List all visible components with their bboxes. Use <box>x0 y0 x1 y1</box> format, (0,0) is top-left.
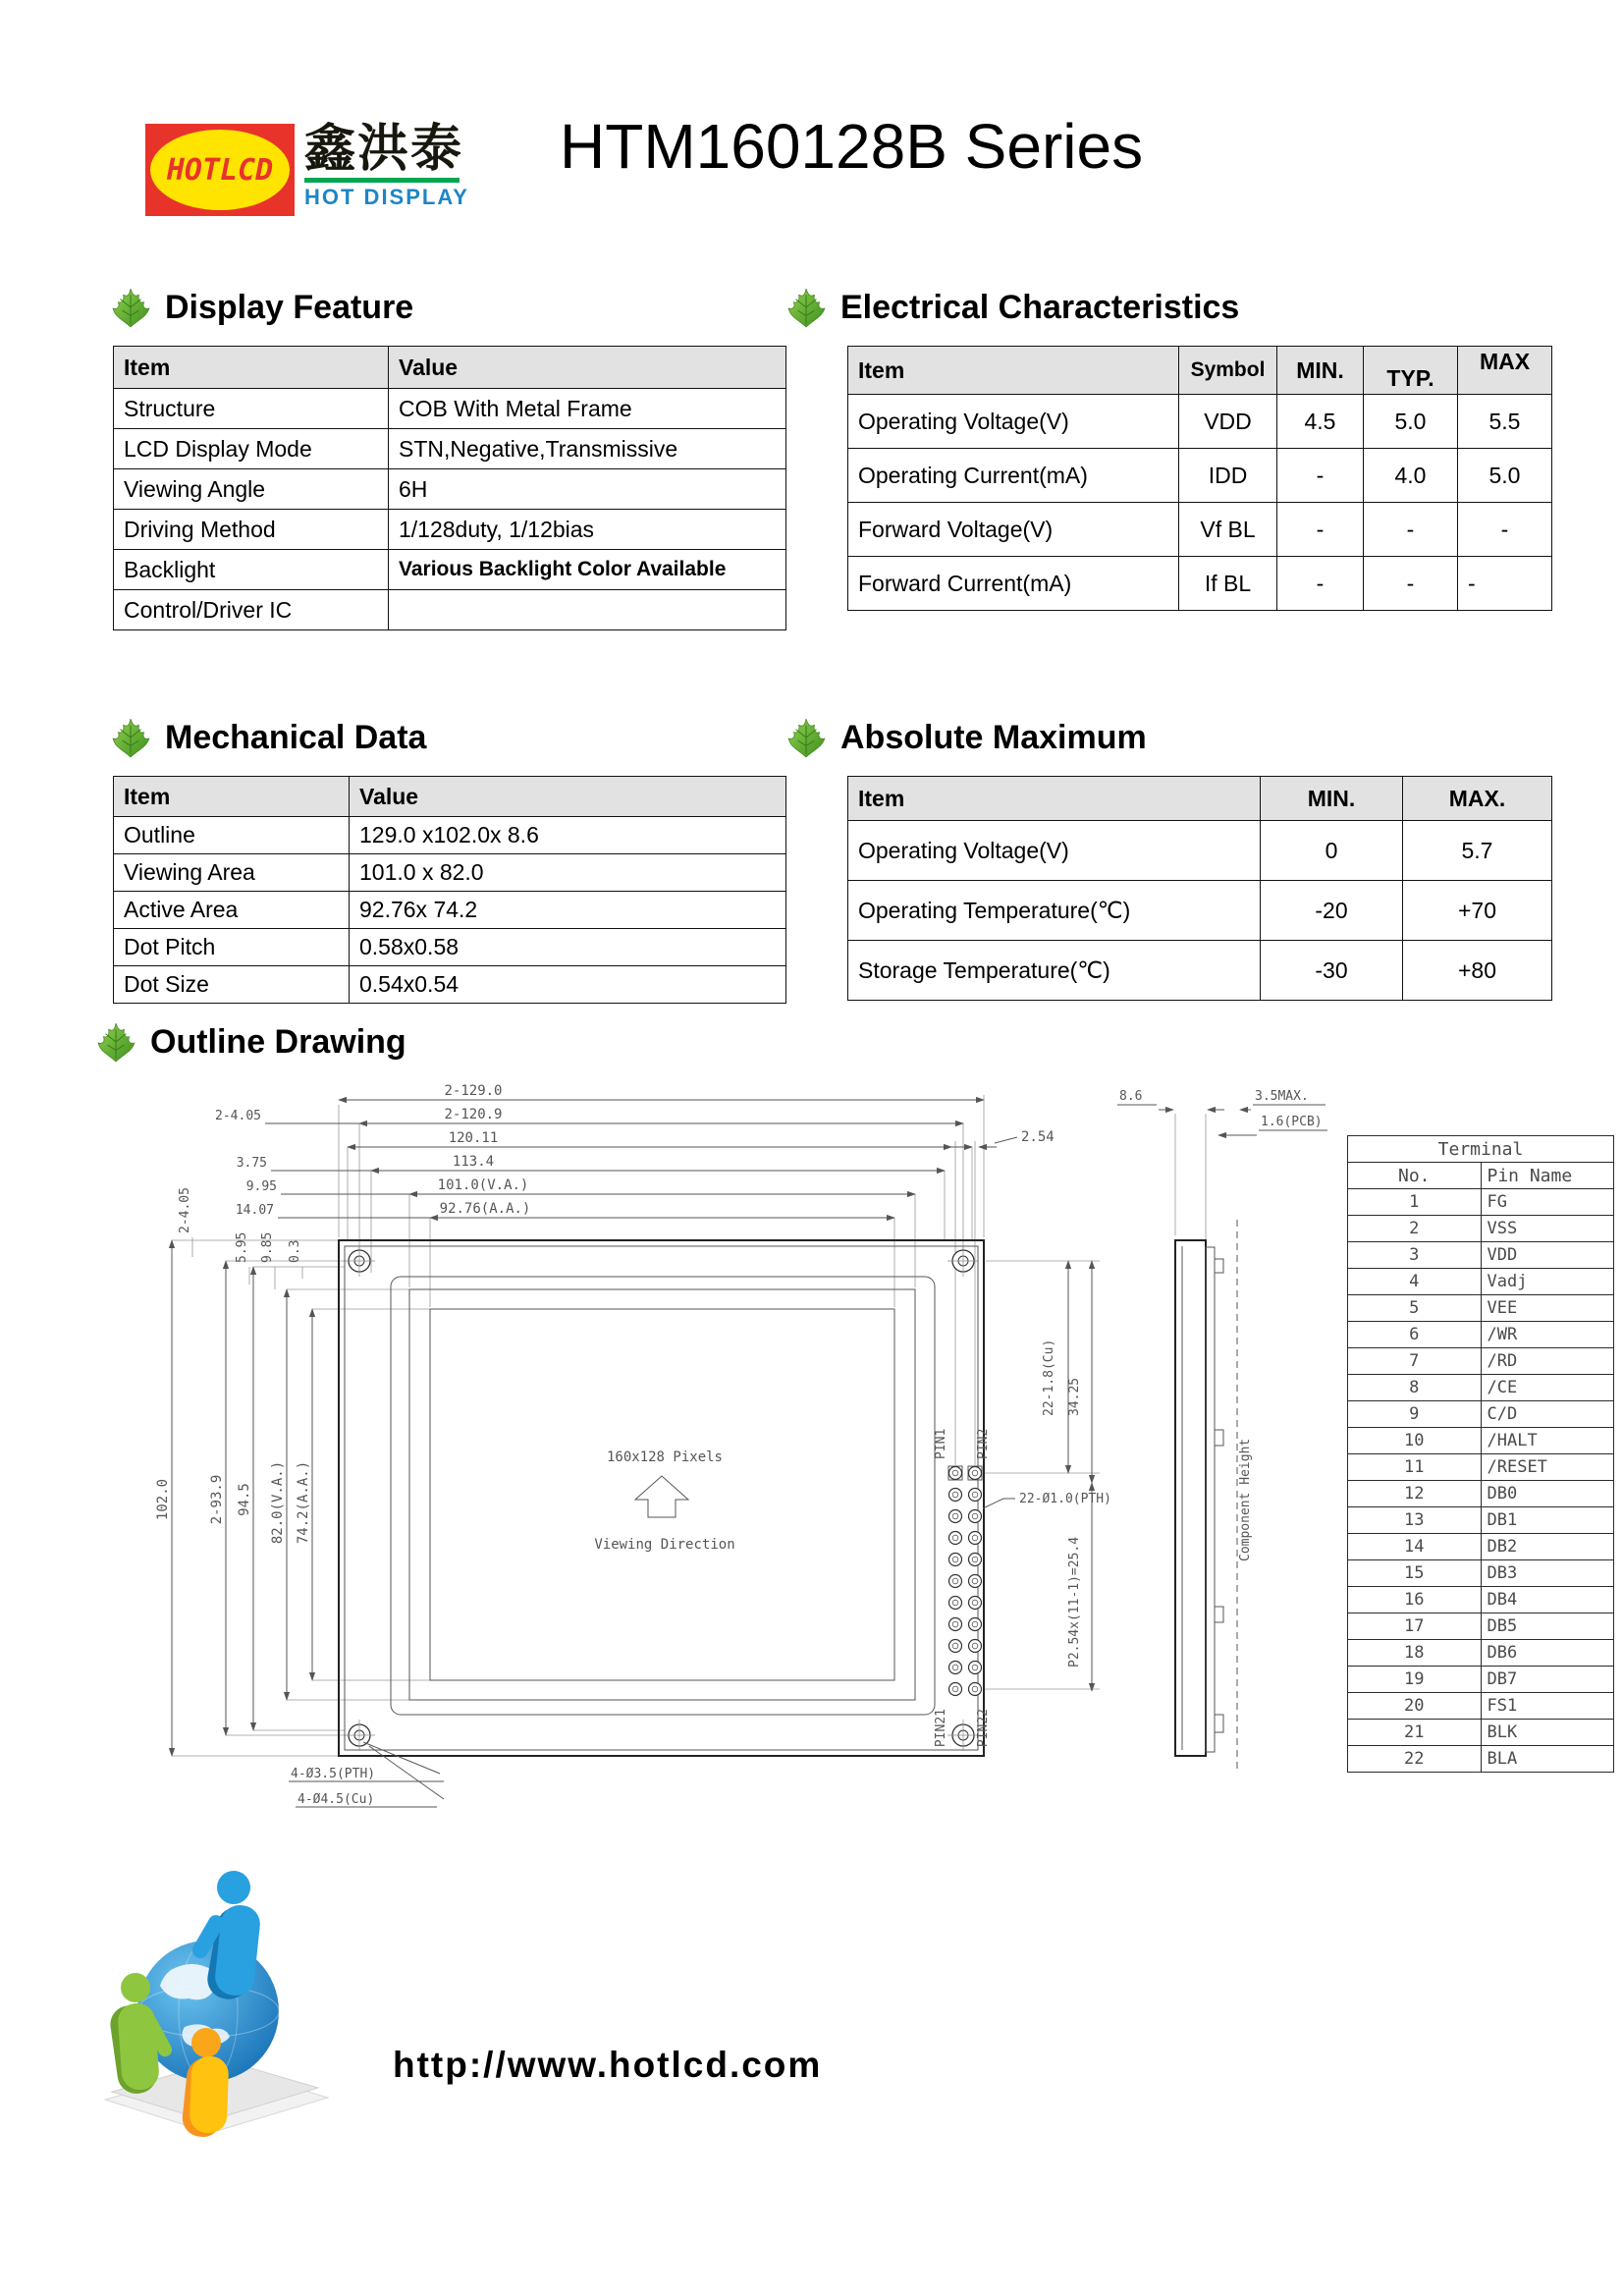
dim-label: 5.95 <box>235 1231 249 1263</box>
table-cell <box>389 590 786 630</box>
mechanical-table <box>113 776 786 1004</box>
pin-name: VSS <box>1481 1216 1614 1242</box>
table-cell: 5.5 <box>1458 395 1552 449</box>
pin-name: FS1 <box>1481 1693 1614 1720</box>
dim-label: 9.95 <box>245 1179 277 1194</box>
column-header: Item <box>114 347 389 389</box>
dim-label: 2.54 <box>1021 1129 1055 1145</box>
table-cell: STN,Negative,Transmissive <box>389 429 786 469</box>
pin-no: 7 <box>1348 1348 1482 1375</box>
pin-no: 21 <box>1348 1720 1482 1746</box>
table-cell: - <box>1277 449 1364 503</box>
table-title-row <box>1348 1136 1614 1163</box>
column-header: Item <box>114 777 350 817</box>
pin-name: /HALT <box>1481 1428 1614 1454</box>
brand-logo <box>145 121 469 216</box>
table-cell: Dot Size <box>114 966 350 1004</box>
pin-row <box>1348 1481 1614 1507</box>
leaf-icon <box>110 717 151 758</box>
pin-no: 1 <box>1348 1189 1482 1216</box>
pin-row <box>1348 1507 1614 1534</box>
dim-label: 14.07 <box>235 1203 274 1218</box>
dim-label: 0.3 <box>288 1239 302 1263</box>
pin-no: 13 <box>1348 1507 1482 1534</box>
column-header: MIN. <box>1277 347 1364 395</box>
pin-no: 22 <box>1348 1746 1482 1773</box>
terminal-table <box>1347 1135 1614 1773</box>
dim-label: 8.6 <box>1119 1089 1143 1104</box>
pin-name: DB4 <box>1481 1587 1614 1613</box>
pin-no: 19 <box>1348 1667 1482 1693</box>
column-header: MAX. <box>1403 777 1552 821</box>
table-row <box>114 550 786 590</box>
table-cell: 5.7 <box>1403 821 1552 881</box>
pin-name: /RD <box>1481 1348 1614 1375</box>
module-front-view <box>339 1240 984 1756</box>
hotlcd-logo-icon <box>145 124 295 216</box>
table-header-row <box>114 347 786 389</box>
viewing-direction-arrow-icon <box>635 1476 688 1517</box>
table-row <box>848 557 1552 611</box>
pin-no: 11 <box>1348 1454 1482 1481</box>
dim-label: 120.11 <box>448 1130 499 1146</box>
leaf-icon <box>785 287 827 328</box>
table-row <box>848 941 1552 1001</box>
pin-row <box>1348 1189 1614 1216</box>
section-heading: Absolute Maximum <box>840 718 1147 756</box>
column-header: Item <box>848 777 1261 821</box>
table-row <box>114 854 786 892</box>
column-header: Symbol <box>1179 347 1277 395</box>
table-row <box>114 892 786 929</box>
table-cell: IDD <box>1179 449 1277 503</box>
mounting-hole <box>947 1720 979 1751</box>
pin-name: DB7 <box>1481 1667 1614 1693</box>
table-cell: 5.0 <box>1458 449 1552 503</box>
pin-row <box>1348 1428 1614 1454</box>
column-header: MAX <box>1458 347 1552 395</box>
page-title: HTM160128B Series <box>560 111 1144 182</box>
pin-name: DB0 <box>1481 1481 1614 1507</box>
pin-row <box>1348 1587 1614 1613</box>
callout-label: 4-Ø3.5(PTH) <box>291 1767 376 1781</box>
column-header: Value <box>350 777 786 817</box>
table-row <box>114 966 786 1004</box>
table-cell: - <box>1277 557 1364 611</box>
terminal-title: Terminal <box>1348 1136 1614 1163</box>
table-cell: Operating Temperature(℃) <box>848 881 1261 941</box>
pin-no: 2 <box>1348 1216 1482 1242</box>
module-side-view <box>1117 1089 1327 1773</box>
pin-name: FG <box>1481 1189 1614 1216</box>
pin-name: DB6 <box>1481 1640 1614 1667</box>
dim-label: 74.2(A.A.) <box>296 1460 311 1545</box>
pin-no: 14 <box>1348 1534 1482 1560</box>
column-header: Value <box>389 347 786 389</box>
leaf-icon <box>95 1021 136 1063</box>
column-header: Item <box>848 347 1179 395</box>
pin-row <box>1348 1401 1614 1428</box>
table-cell: Various Backlight Color Available <box>389 550 786 590</box>
pin-no: 15 <box>1348 1560 1482 1587</box>
website-url[interactable]: http://www.hotlcd.com <box>393 2045 823 2085</box>
mounting-hole <box>344 1720 375 1751</box>
table-cell: - <box>1364 503 1458 557</box>
table-header-row <box>1348 1163 1614 1189</box>
section-heading: Display Feature <box>165 288 414 326</box>
pin-no: 20 <box>1348 1693 1482 1720</box>
table-cell: -30 <box>1261 941 1403 1001</box>
brand-green-rule <box>304 178 460 183</box>
dim-label: 1.6(PCB) <box>1261 1115 1323 1129</box>
dim-label: 2-4.05 <box>215 1109 261 1123</box>
pin-row <box>1348 1348 1614 1375</box>
table-cell: LCD Display Mode <box>114 429 389 469</box>
pin-row <box>1348 1269 1614 1295</box>
table-cell: 5.0 <box>1364 395 1458 449</box>
table-cell: 6H <box>389 469 786 510</box>
table-cell: - <box>1277 503 1364 557</box>
section-heading: Outline Drawing <box>150 1022 406 1061</box>
dim-label: 34.25 <box>1067 1377 1082 1416</box>
table-cell: Operating Voltage(V) <box>848 395 1179 449</box>
pin-no: 18 <box>1348 1640 1482 1667</box>
pin-name: DB2 <box>1481 1534 1614 1560</box>
table-cell: Operating Voltage(V) <box>848 821 1261 881</box>
pin-no: 16 <box>1348 1587 1482 1613</box>
pin-row <box>1348 1242 1614 1269</box>
dim-label: 2-120.9 <box>444 1107 503 1122</box>
dim-label: 113.4 <box>452 1154 495 1170</box>
pin-name: /WR <box>1481 1322 1614 1348</box>
dim-label: 22-1.8(Cu) <box>1042 1339 1056 1416</box>
dim-label: P2.54x(11-1)=25.4 <box>1067 1536 1082 1667</box>
pin22-label: PIN22 <box>976 1709 991 1748</box>
pin-row <box>1348 1746 1614 1773</box>
component-height-label: Component Height <box>1238 1438 1253 1561</box>
column-header: MIN. <box>1261 777 1403 821</box>
pin-name: DB1 <box>1481 1507 1614 1534</box>
dim-label: 22-Ø1.0(PTH) <box>1019 1492 1111 1506</box>
table-row <box>114 469 786 510</box>
hole-callouts <box>289 1742 444 1807</box>
dim-label: 3.5MAX. <box>1255 1089 1309 1104</box>
table-row <box>114 510 786 550</box>
table-cell: Driving Method <box>114 510 389 550</box>
table-cell: Viewing Area <box>114 854 350 892</box>
pin-name: /RESET <box>1481 1454 1614 1481</box>
table-cell: Viewing Angle <box>114 469 389 510</box>
pin-row <box>1348 1693 1614 1720</box>
pin-row <box>1348 1560 1614 1587</box>
section-absolute-maximum <box>785 717 1147 758</box>
table-row <box>114 429 786 469</box>
pin1-label: PIN1 <box>934 1428 948 1459</box>
pin-row <box>1348 1454 1614 1481</box>
table-cell: Forward Current(mA) <box>848 557 1179 611</box>
top-dimensions <box>215 1083 1055 1218</box>
pin-field <box>934 1429 991 1747</box>
pixels-label: 160x128 Pixels <box>606 1449 724 1465</box>
pin-no: 8 <box>1348 1375 1482 1401</box>
pin-row <box>1348 1375 1614 1401</box>
viewing-direction-label: Viewing Direction <box>594 1537 735 1553</box>
pin-name: DB5 <box>1481 1613 1614 1640</box>
dim-label: 92.76(A.A.) <box>439 1201 531 1217</box>
pin-row <box>1348 1720 1614 1746</box>
table-cell: 92.76x 74.2 <box>350 892 786 929</box>
section-mechanical <box>110 717 426 758</box>
pin-no: 4 <box>1348 1269 1482 1295</box>
pin-name: /CE <box>1481 1375 1614 1401</box>
hotlcd-logo-ellipse <box>150 130 290 210</box>
table-cell: COB With Metal Frame <box>389 389 786 429</box>
section-display-feature <box>110 287 413 328</box>
pin-name: C/D <box>1481 1401 1614 1428</box>
table-cell: Dot Pitch <box>114 929 350 966</box>
table-cell: Storage Temperature(℃) <box>848 941 1261 1001</box>
pin-row <box>1348 1667 1614 1693</box>
pin-name: DB3 <box>1481 1560 1614 1587</box>
pin-row <box>1348 1613 1614 1640</box>
table-row <box>114 389 786 429</box>
table-cell: Backlight <box>114 550 389 590</box>
dim-label: 101.0(V.A.) <box>437 1177 529 1193</box>
pin-row <box>1348 1322 1614 1348</box>
table-cell: Vf BL <box>1179 503 1277 557</box>
section-electrical <box>785 287 1239 328</box>
table-row <box>848 881 1552 941</box>
table-cell: VDD <box>1179 395 1277 449</box>
table-cell: Active Area <box>114 892 350 929</box>
table-cell: - <box>1458 557 1552 611</box>
callout-label: 4-Ø4.5(Cu) <box>298 1792 375 1807</box>
table-row <box>848 449 1552 503</box>
dim-label: 9.85 <box>260 1231 275 1263</box>
table-header-row <box>848 777 1552 821</box>
table-cell: 129.0 x102.0x 8.6 <box>350 817 786 854</box>
display-feature-table <box>113 346 786 630</box>
table-cell: 0.58x0.58 <box>350 929 786 966</box>
pin-name: Vadj <box>1481 1269 1614 1295</box>
table-cell: 0.54x0.54 <box>350 966 786 1004</box>
pin-name: VDD <box>1481 1242 1614 1269</box>
table-row <box>114 929 786 966</box>
table-cell: 101.0 x 82.0 <box>350 854 786 892</box>
leaf-icon <box>110 287 151 328</box>
table-row <box>848 503 1552 557</box>
column-header: TYP. <box>1364 347 1458 395</box>
pin2-label: PIN2 <box>976 1428 991 1459</box>
table-cell: Forward Voltage(V) <box>848 503 1179 557</box>
table-cell: If BL <box>1179 557 1277 611</box>
table-cell: Outline <box>114 817 350 854</box>
pin-no: 12 <box>1348 1481 1482 1507</box>
pin-no: 6 <box>1348 1322 1482 1348</box>
pin-row <box>1348 1640 1614 1667</box>
pin-no: 3 <box>1348 1242 1482 1269</box>
pin-row <box>1348 1534 1614 1560</box>
pin21-label: PIN21 <box>934 1709 948 1748</box>
table-cell: - <box>1458 503 1552 557</box>
table-cell: 4.0 <box>1364 449 1458 503</box>
section-heading: Electrical Characteristics <box>840 288 1240 326</box>
pin-name: BLA <box>1481 1746 1614 1773</box>
dim-label: 2-93.9 <box>209 1474 225 1525</box>
dim-label: 3.75 <box>236 1156 267 1171</box>
dim-label: 2-4.05 <box>178 1187 192 1233</box>
logo-wordmark: HOTLCD <box>166 152 274 188</box>
table-cell: +80 <box>1403 941 1552 1001</box>
table-row <box>848 821 1552 881</box>
mounting-hole <box>344 1245 375 1277</box>
table-header-row <box>848 347 1552 395</box>
pin-row <box>1348 1216 1614 1242</box>
table-cell: 1/128duty, 1/12bias <box>389 510 786 550</box>
table-row <box>848 395 1552 449</box>
dim-label: 102.0 <box>155 1478 171 1521</box>
table-cell: Operating Current(mA) <box>848 449 1179 503</box>
brand-subtitle: HOT DISPLAY <box>304 185 469 209</box>
pin-dimensions <box>983 1261 1111 1691</box>
pin-row <box>1348 1295 1614 1322</box>
pin-name: BLK <box>1481 1720 1614 1746</box>
table-row <box>114 817 786 854</box>
column-header: Pin Name <box>1481 1163 1614 1189</box>
mounting-hole <box>947 1245 979 1277</box>
table-cell: - <box>1364 557 1458 611</box>
section-outline-drawing <box>95 1021 406 1063</box>
table-cell: -20 <box>1261 881 1403 941</box>
pin-no: 9 <box>1348 1401 1482 1428</box>
pin-no: 5 <box>1348 1295 1482 1322</box>
section-heading: Mechanical Data <box>165 718 427 756</box>
dim-label: 94.5 <box>237 1483 252 1516</box>
footer-logo-icon <box>90 1842 336 2137</box>
table-row <box>114 590 786 630</box>
pin-name: VEE <box>1481 1295 1614 1322</box>
electrical-table <box>847 346 1552 611</box>
leaf-icon <box>785 717 827 758</box>
dim-label: 2-129.0 <box>444 1083 503 1099</box>
left-dimensions <box>155 1187 312 1756</box>
table-cell: Structure <box>114 389 389 429</box>
table-cell: 4.5 <box>1277 395 1364 449</box>
absolute-maximum-table <box>847 776 1552 1001</box>
pin-no: 17 <box>1348 1613 1482 1640</box>
table-cell: 0 <box>1261 821 1403 881</box>
brand-chinese-name: 鑫洪泰 <box>304 121 464 178</box>
pin-no: 10 <box>1348 1428 1482 1454</box>
dim-label: 82.0(V.A.) <box>270 1460 286 1545</box>
table-cell: Control/Driver IC <box>114 590 389 630</box>
table-cell: +70 <box>1403 881 1552 941</box>
table-header-row <box>114 777 786 817</box>
column-header: No. <box>1348 1163 1482 1189</box>
